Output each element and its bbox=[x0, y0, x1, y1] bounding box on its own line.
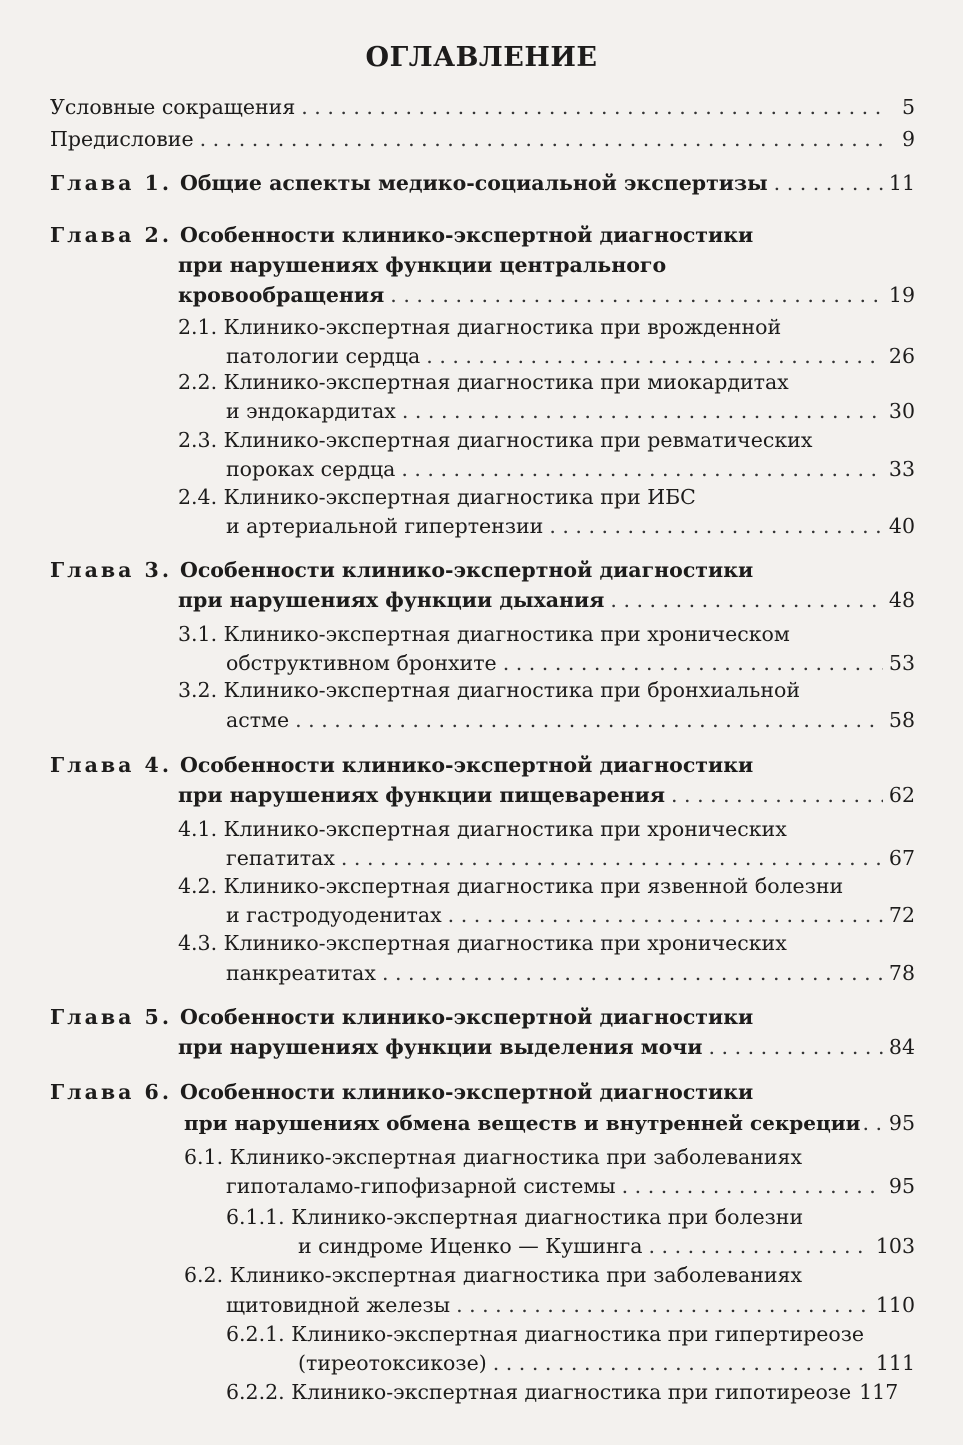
dot-leader bbox=[622, 1171, 883, 1201]
page-number: 72 bbox=[888, 903, 915, 927]
page-number: 53 bbox=[888, 651, 915, 675]
toc-chapter-3 bbox=[50, 555, 753, 585]
section-line: и гастродуоденитах . . . 72 bbox=[226, 900, 915, 930]
dot-leader bbox=[382, 958, 883, 988]
dot-leader bbox=[862, 1108, 882, 1138]
page-number: 117 bbox=[859, 1380, 899, 1404]
chapter-label: Глава 2. bbox=[50, 223, 172, 247]
chapter-title-line: при нарушениях функции центрального bbox=[178, 253, 667, 277]
toc-section-6-1: 6.1. Клинико-экспертная диагностика при заболеваниях bbox=[184, 1145, 803, 1169]
chapter-label: Глава 5. bbox=[50, 1005, 172, 1029]
section-line: астме . . . 58 bbox=[226, 705, 915, 735]
chapter-title-line: при нарушениях функции выделения мочи . . . 84 bbox=[178, 1032, 915, 1062]
page-number: 48 bbox=[888, 588, 915, 612]
chapter-title: Особенности клинико-экспертной диагностики bbox=[179, 1005, 754, 1029]
dot-leader bbox=[390, 280, 883, 310]
section-line: щитовидной железы . . . 110 bbox=[226, 1290, 915, 1320]
section-line: панкреатитах . . . 78 bbox=[226, 958, 915, 988]
page-number: 67 bbox=[888, 846, 915, 870]
dot-leader bbox=[401, 454, 883, 484]
chapter-title-line: при нарушениях функции пищеварения . . . 62 bbox=[178, 780, 915, 810]
toc-chapter-1 bbox=[50, 168, 915, 198]
toc-section-2-3: 2.3. Клинико-экспертная диагностика при ревматических bbox=[178, 428, 813, 452]
section-line: (тиреотоксикозе) . . . 111 bbox=[298, 1348, 915, 1378]
page-number: 103 bbox=[875, 1234, 915, 1258]
section-line: и эндокардитах . . . 30 bbox=[226, 396, 915, 426]
dot-leader bbox=[295, 705, 883, 735]
section-line: гипоталамо-гипофизарной системы . . . 95 bbox=[226, 1171, 915, 1201]
section-line: пороках сердца . . . 33 bbox=[226, 454, 915, 484]
toc-chapter-4 bbox=[50, 750, 753, 780]
dot-leader bbox=[456, 1290, 870, 1320]
section-line: гепатитах . . . 67 bbox=[226, 843, 915, 873]
dot-leader bbox=[301, 92, 883, 122]
chapter-title-line: кровообращения . . . 19 bbox=[178, 280, 915, 310]
chapter-title: Особенности клинико-экспертной диагностики bbox=[179, 558, 754, 582]
toc-section-4-3: 4.3. Клинико-экспертная диагностика при хронических bbox=[178, 931, 787, 955]
chapter-title: Особенности клинико-экспертной диагностики bbox=[179, 753, 754, 777]
toc-section-6-2: 6.2. Клинико-экспертная диагностика при заболеваниях bbox=[184, 1263, 803, 1287]
page-number: 9 bbox=[901, 127, 915, 151]
page-number: 95 bbox=[888, 1111, 915, 1135]
toc-entry-abbreviations: Условные сокращения . . . 5 bbox=[50, 92, 915, 122]
dot-leader bbox=[709, 1032, 883, 1062]
page-number: 33 bbox=[888, 457, 915, 481]
toc-section-2-4: 2.4. Клинико-экспертная диагностика при ИБС bbox=[178, 485, 696, 509]
page-number: 84 bbox=[888, 1035, 915, 1059]
chapter-title: Общие аспекты медико-социальной экспертизы bbox=[179, 171, 768, 195]
chapter-title: Особенности клинико-экспертной диагностики bbox=[179, 223, 754, 247]
toc-subsection-6-1-1: 6.1.1. Клинико-экспертная диагностика при болезни bbox=[226, 1205, 804, 1229]
page-number: 95 bbox=[888, 1174, 915, 1198]
dot-leader bbox=[671, 780, 883, 810]
toc-section-4-2: 4.2. Клинико-экспертная диагностика при язвенной болезни bbox=[178, 874, 844, 898]
page-number: 62 bbox=[888, 783, 915, 807]
chapter-label: Глава 4. bbox=[50, 753, 172, 777]
toc-section-3-1: 3.1. Клинико-экспертная диагностика при хроническом bbox=[178, 622, 790, 646]
page-title: ОГЛАВЛЕНИЕ bbox=[365, 42, 598, 73]
dot-leader bbox=[493, 1348, 870, 1378]
section-line: и синдроме Иценко — Кушинга . . . 103 bbox=[298, 1231, 915, 1261]
chapter-title: Особенности клинико-экспертной диагностики bbox=[179, 1080, 754, 1104]
dot-leader bbox=[402, 396, 883, 426]
section-line: и артериальной гипертензии . . . 40 bbox=[226, 511, 915, 541]
page-number: 5 bbox=[901, 95, 915, 119]
toc-entry-preface: Предисловие . . . 9 bbox=[50, 124, 915, 154]
toc-subsection-6-2-1: 6.2.1. Клинико-экспертная диагностика при гипертиреозе bbox=[226, 1322, 865, 1346]
toc-section-3-2: 3.2. Клинико-экспертная диагностика при бронхиальной bbox=[178, 678, 800, 702]
dot-leader bbox=[610, 585, 883, 615]
chapter-title-line: при нарушениях функции дыхания . . . 48 bbox=[178, 585, 915, 615]
toc-section-2-1: 2.1. Клинико-экспертная диагностика при врожденной bbox=[178, 315, 782, 339]
dot-leader bbox=[341, 843, 883, 873]
chapter-label: Глава 1. bbox=[50, 171, 172, 195]
page-number: 40 bbox=[888, 514, 915, 538]
page-number: 30 bbox=[888, 399, 915, 423]
dot-leader bbox=[549, 511, 883, 541]
section-line: патологии сердца . . . 26 bbox=[226, 341, 915, 371]
dot-leader bbox=[448, 900, 883, 930]
toc-chapter-6 bbox=[50, 1077, 753, 1107]
page-number: 78 bbox=[888, 961, 915, 985]
toc-section-4-1: 4.1. Клинико-экспертная диагностика при хронических bbox=[178, 817, 787, 841]
toc-chapter-5 bbox=[50, 1002, 753, 1032]
page-number: 111 bbox=[875, 1351, 915, 1375]
page-number: 110 bbox=[875, 1293, 915, 1317]
toc-chapter-2 bbox=[50, 220, 753, 250]
page-number: 26 bbox=[888, 344, 915, 368]
page-number: 19 bbox=[888, 283, 915, 307]
chapter-title-line: при нарушениях обмена веществ и внутренней секреции . . . 95 bbox=[184, 1108, 915, 1138]
chapter-label: Глава 6. bbox=[50, 1080, 172, 1104]
toc-subsection-6-2-2: 6.2.2. Клинико-экспертная диагностика при гипотиреозе 117 bbox=[226, 1377, 915, 1407]
chapter-label: Глава 3. bbox=[50, 558, 172, 582]
dot-leader bbox=[774, 168, 883, 198]
dot-leader bbox=[503, 648, 883, 678]
toc-section-2-2: 2.2. Клинико-экспертная диагностика при миокардитах bbox=[178, 370, 789, 394]
section-line: обструктивном бронхите . . . 53 bbox=[226, 648, 915, 678]
page-number: 58 bbox=[888, 708, 915, 732]
dot-leader bbox=[649, 1231, 870, 1261]
page-number: 11 bbox=[888, 171, 915, 195]
dot-leader bbox=[200, 124, 883, 154]
